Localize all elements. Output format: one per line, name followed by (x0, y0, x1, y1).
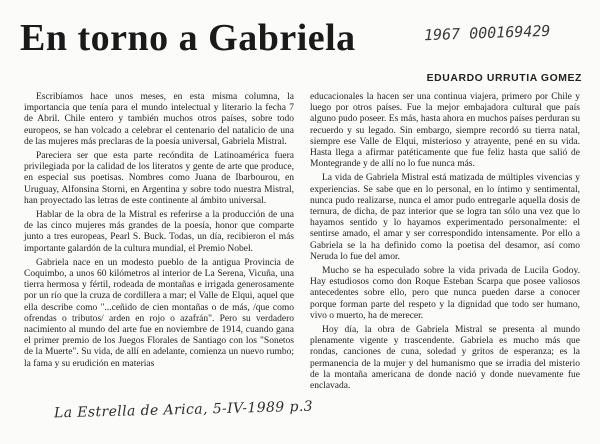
article-column-left (24, 92, 294, 373)
article-byline: EDUARDO URRUTIA GOMEZ (426, 73, 582, 84)
handwritten-archive-code: 1967 000169429 (423, 21, 551, 45)
paragraph: Mucho se ha especulado sobre la vida privada de Lucila Godoy. Hay estudiosos como don Roque Esteban Scarpa que posee valiosos antecedentes sobre ello, pero que nunca pueden darse a conocer porque forman parte del respeto y la dignidad que todo ser humano, vivo o muerto, ha de merecer. (310, 266, 580, 321)
paragraph: Pareciera ser que esta parte recóndita de Latinoamérica fuera privilegiada por la calidad de los literatos y gente de arte que produce, en especial sus poetisas. Nombres como Juana de Ibarbourou, en Uruguay, Alfonsina Storni, en Argentina y sobre todo nuestra Mistral, han proyectado las letras de este continente al ámbito universal. (24, 151, 294, 206)
handwritten-source-note: La Estrella de Arica, 5-IV-1989 p.3 (53, 398, 314, 422)
paragraph: educacionales la hacen ser una continua viajera, primero por Chile y luego por otros países. Fue la mejor embajadora cultural que país alguno pudo poseer. Es más, hasta ahora en muchos países perduran su recuerdo y su legado. Sin embargo, siempre recordó su tierra natal, siempre ese Valle de Elqui, misterioso y atrayente, pené en su vida. Hasta llega a afirmar patéticamente que fue feliz hasta que salió de Montegrande y de allí no lo fue nunca más. (310, 92, 580, 170)
paragraph: Escribíamos hace unos meses, en esta misma columna, la importancia que tenía para el mundo intelectual y literario la fecha 7 de Abril. Chile entero y también muchos otros países, sobre todo europeos, se han volcado a celebrar el centenario del natalicio de una de las mujeres más preclaras de la poesía universal, Gabriela Mistral. (24, 92, 294, 147)
paragraph: Gabriela nace en un modesto pueblo de la antigua Provincia de Coquimbo, a unos 60 kilómetros al interior de La Serena, Vicuña, una tierra hermosa y fértil, rodeada de montañas e irrigada generosamente por un río que la cruza de cordillera a mar; el Valle de Elqui, aquel que ella describe como "...ceñido de cien montañas o de más, /que como ofrendas o tributos/ arden en rojo o azafrán". Pero su verdadero nacimiento al mundo del arte fue en noviembre de 1914, cuando gana el primer premio de los Juegos Florales de Santiago con los "Sonetos de la Muerte". Su vida, de allí en adelante, comienza un nuevo rumbo; la fama y su erudición en materias (24, 257, 294, 369)
article-headline: En torno a Gabriela (20, 17, 356, 59)
paragraph: Hablar de la obra de la Mistral es referirse a la producción de una de las cinco mujeres más grandes de la poesía, honor que comparte junto a tres europeas, Pearl S. Buck. Todas, un día, recibieron el más importante galardón de la cultura mundial, el Premio Nobel. (24, 210, 294, 254)
paragraph: Hoy día, la obra de Gabriela Mistral se presenta al mundo plenamente vigente y trascendente. Gabriela es mucho más que rondas, canciones de cuna, soledad y gritos de esperanza; es la permanencia de la mujer y del humanismo que se irradia del misterio de la montaña americana de donde nació y donde nuevamente fue enclavada. (310, 325, 580, 392)
article-column-right (310, 92, 580, 395)
paragraph: La vida de Gabriela Mistral está matizada de múltiples vivencias y experiencias. Se sabe que en lo personal, en lo íntimo y sentimental, nunca pudo realizarse, nunca el amor pudo entregarle aquella dosis de ternura, de dicha, de paz interior que se logra tan sólo una vez que lo hayamos sentido y lo hayamos experimentado personalmente: el sentirse amado, el amar y ser correspondido intensamente. Por ello a Gabriela se la ha definido como la poetisa del desamor, así como Neruda lo fue del amor. (310, 173, 580, 262)
